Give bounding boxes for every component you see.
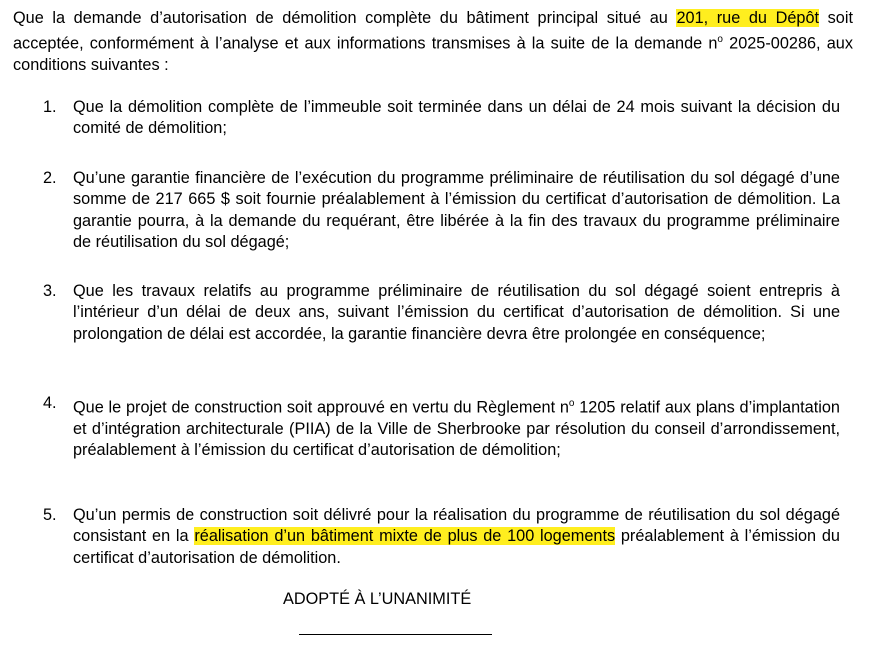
item-text: Que les travaux relatifs au programme préliminaire de réutilisation du sol dégagé soient entrepris à l’intérieur d’un délai de deux ans, suivant l’émission du certificat d’autorisation de démolition. Si une prolongation de délai est accordée, la garantie financière devra être prolongée en conséquence; xyxy=(73,282,840,343)
signature-line xyxy=(299,634,492,635)
adopted-text: ADOPTÉ À L’UNANIMITÉ xyxy=(283,590,472,608)
item-number: 3. xyxy=(43,282,57,300)
intro-text-2: soit acceptée, conformément à l’analyse et aux informations transmises à la suite de la demande n xyxy=(13,9,853,53)
condition-item-2 xyxy=(43,168,840,254)
superscript-o: o xyxy=(717,34,723,46)
item-text: Que la démolition complète de l’immeuble soit terminée dans un délai de 24 mois suivant la décision du comité de démolition; xyxy=(73,98,840,138)
intro-text-3: 2025-00286, aux conditions suivantes : xyxy=(13,34,853,75)
item-text xyxy=(73,505,840,569)
item-text-part: Que le projet de construction soit approuvé en vertu du Règlement n xyxy=(73,398,569,417)
item-number: 5. xyxy=(43,506,57,524)
item-number: 2. xyxy=(43,169,57,187)
highlighted-text: réalisation d’un bâtiment mixte de plus de 100 logements xyxy=(194,527,616,546)
item-text-part: Qu’un permis de construction soit délivré pour la réalisation du programme de réutilisation du sol dégagé consistant en la xyxy=(73,506,840,546)
superscript-o: o xyxy=(568,398,575,409)
condition-item-5 xyxy=(43,505,840,569)
item-text-part: 1205 relatif aux plans d’implantation et d’intégration architecturale (PIIA) de la Ville de Sherbrooke par résolution du conseil d’arrondissement, préalablement à l’émission du certificat d’autorisation de démolition; xyxy=(73,398,840,460)
condition-item-1 xyxy=(43,97,840,140)
item-number: 4. xyxy=(43,394,57,412)
document-body xyxy=(13,8,853,77)
item-text-part: préalablement à l’émission du certificat d’autorisation de démolition. xyxy=(73,527,840,567)
highlighted-address: 201, rue du Dépôt xyxy=(676,9,820,27)
intro-text: Que la demande d’autorisation de démolition complète du bâtiment principal situé au xyxy=(13,9,677,27)
item-text: Qu’une garantie financière de l’exécution du programme préliminaire de réutilisation du sol dégagé d’une somme de 217 665 $ soit fournie préalablement à l’émission du certificat d’autorisation de démolition. La garantie pourra, à la demande du requérant, être libérée à la fin des travaux du programme préliminaire de réutilisation du sol dégagé; xyxy=(73,169,840,252)
item-number: 1. xyxy=(43,98,57,116)
intro-paragraph xyxy=(13,8,853,77)
condition-item-4 xyxy=(43,393,840,462)
item-text xyxy=(73,393,840,462)
condition-item-3 xyxy=(43,281,840,345)
